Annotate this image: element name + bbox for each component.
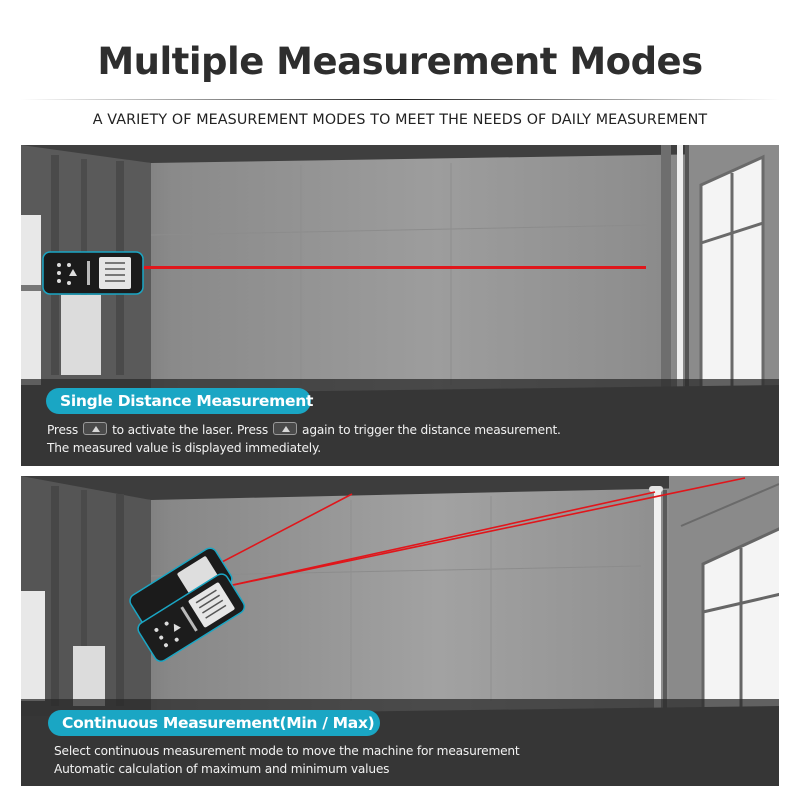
description-text: again to trigger the distance measurement. [302, 423, 561, 437]
continuous-measurement-panel [21, 476, 779, 786]
measure-triangle-key-icon [83, 422, 107, 435]
description-line-1 [47, 421, 561, 439]
laser-rangefinder-device [43, 252, 143, 294]
description-line-1: Select continuous measurement mode to move the machine for measurement [54, 744, 520, 758]
description-text: Press [47, 423, 79, 437]
title-divider [20, 99, 780, 100]
laser-beam [136, 266, 646, 269]
description-line-2: Automatic calculation of maximum and minimum values [54, 762, 390, 776]
mode-description [47, 421, 561, 457]
mode-description [54, 742, 520, 778]
description-line-2: The measured value is displayed immediately. [47, 441, 321, 455]
page-subtitle: A VARIETY OF MEASUREMENT MODES TO MEET THE NEEDS OF DAILY MEASUREMENT [92, 112, 708, 128]
mode-label-continuous: Continuous Measurement(Min / Max) [48, 710, 380, 736]
description-text: to activate the laser. Press [112, 423, 269, 437]
single-distance-panel [21, 145, 779, 466]
measure-triangle-key-icon [273, 422, 297, 435]
mode-label-single-distance: Single Distance Measurement [46, 388, 311, 414]
page-title: Multiple Measurement Modes [97, 40, 703, 83]
